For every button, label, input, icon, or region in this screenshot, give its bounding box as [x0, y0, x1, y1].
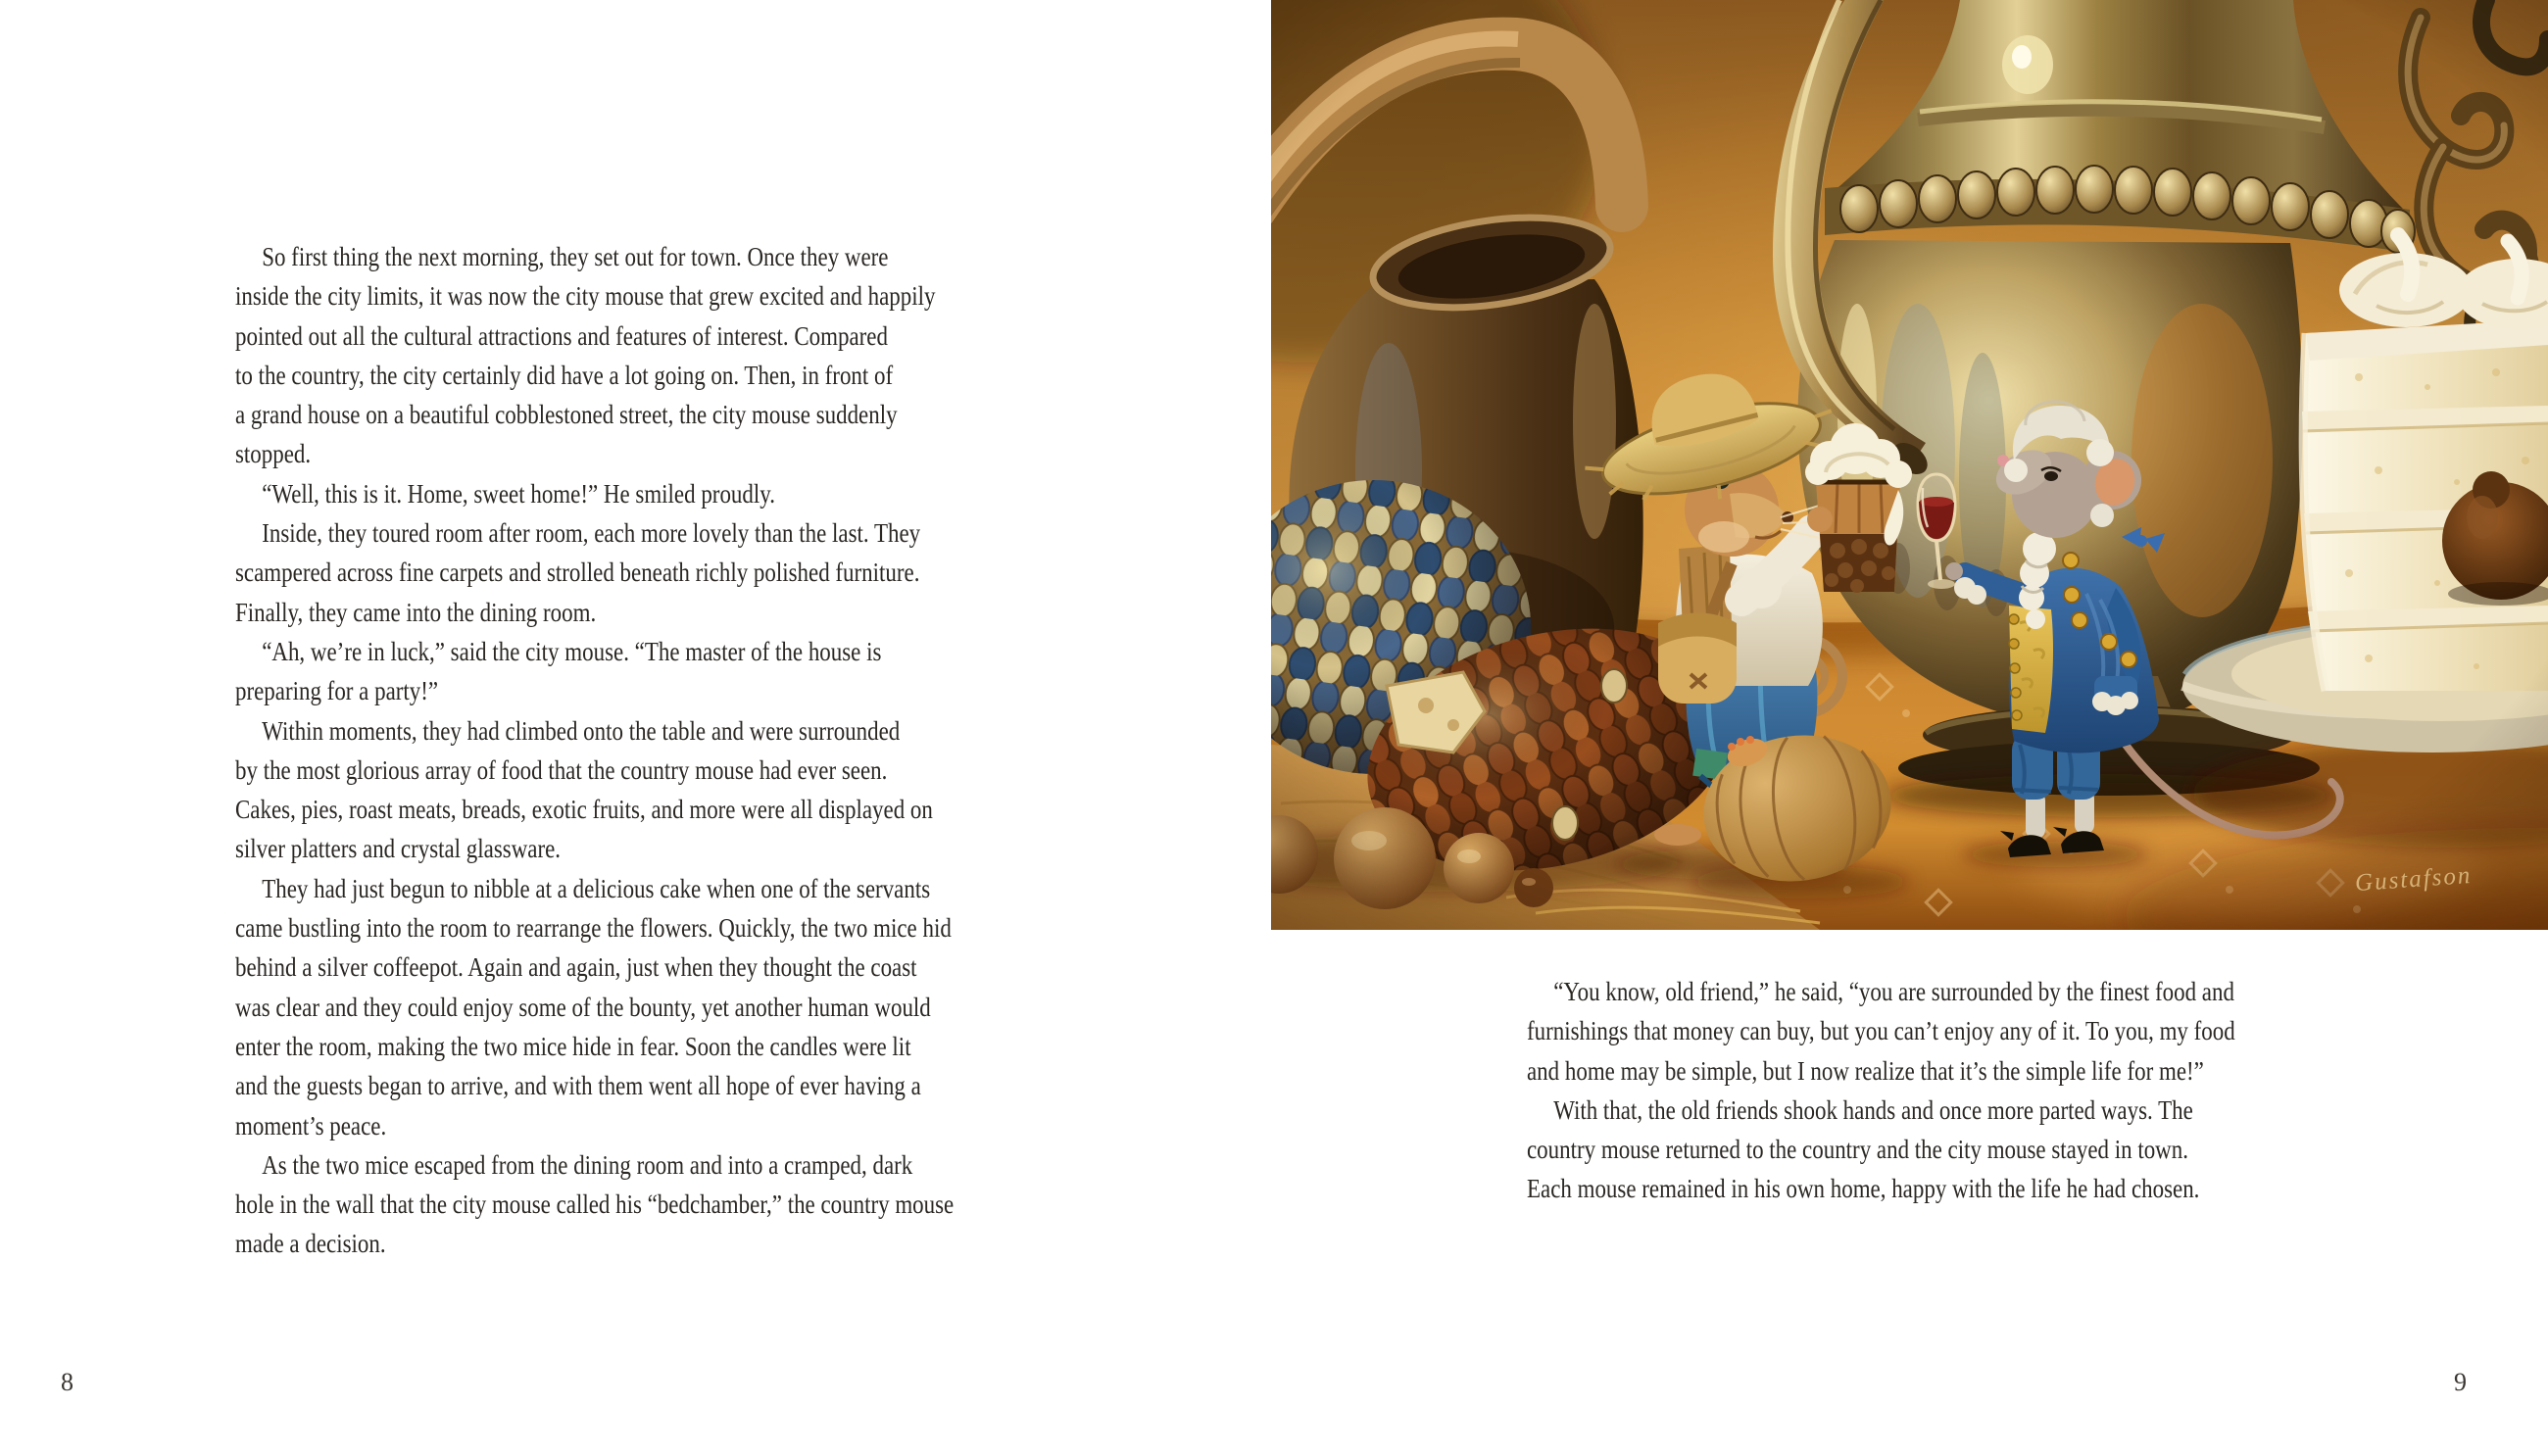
story-line: behind a silver coffeepot. Again and again, just when they thought the coast	[235, 952, 917, 983]
story-line: Finally, they came into the dining room.	[235, 597, 597, 627]
story-line: “Ah, we’re in luck,” said the city mouse. “The master of the house is	[262, 636, 882, 666]
right-page-text	[1527, 972, 2235, 1209]
story-line: moment’s peace.	[235, 1110, 387, 1141]
story-line: made a decision.	[235, 1229, 386, 1259]
story-line: silver platters and crystal glassware.	[235, 834, 562, 864]
story-line: and the guests began to arrive, and with them went all hope of ever having a	[235, 1071, 921, 1101]
story-line: preparing for a party!”	[235, 676, 439, 706]
story-line: and home may be simple, but I now realize that it’s the simple life for me!”	[1527, 1055, 2204, 1086]
story-line: Cakes, pies, roast meats, breads, exotic fruits, and more were all displayed on	[235, 795, 933, 825]
story-line: inside the city limits, it was now the city mouse that grew excited and happily	[235, 281, 936, 312]
story-line: “You know, old friend,” he said, “you are surrounded by the finest food and	[1553, 977, 2234, 1006]
story-line: Within moments, they had climbed onto the table and were surrounded	[262, 715, 901, 746]
story-line: Inside, they toured room after room, each more lovely than the last. They	[262, 518, 921, 549]
artist-signature: Gustafson	[2354, 861, 2474, 898]
story-line: stopped.	[235, 439, 312, 469]
story-line: pointed out all the cultural attractions and features of interest. Compared	[235, 320, 888, 351]
left-page-text	[235, 237, 954, 1264]
right-page-number: 9	[2454, 1368, 2467, 1396]
story-line: Each mouse remained in his own home, happy with the life he had chosen.	[1527, 1174, 2200, 1204]
story-line: With that, the old friends shook hands and once more parted ways. The	[1553, 1094, 2193, 1125]
story-line: scampered across fine carpets and strolled beneath richly polished furniture.	[235, 558, 920, 588]
illustration-mice-toast-painting	[1271, 0, 2548, 930]
story-line: So first thing the next morning, they set out for town. Once they were	[262, 242, 889, 271]
story-line: by the most glorious array of food that the country mouse had ever seen.	[235, 754, 888, 785]
story-line: hole in the wall that the city mouse called his “bedchamber,” the country mouse	[235, 1189, 955, 1220]
story-line: As the two mice escaped from the dining room and into a cramped, dark	[262, 1149, 913, 1180]
story-line: country mouse returned to the country and the city mouse stayed in town.	[1527, 1135, 2188, 1165]
story-line: came bustling into the room to rearrange the flowers. Quickly, the two mice hid	[235, 913, 952, 944]
story-line: enter the room, making the two mice hide in fear. Soon the candles were lit	[235, 1031, 911, 1061]
story-line: was clear and they could enjoy some of the bounty, yet another human would	[235, 992, 931, 1022]
story-line: “Well, this is it. Home, sweet home!” He smiled proudly.	[262, 478, 775, 509]
lighting-vignette	[1271, 0, 2548, 930]
story-line: a grand house on a beautiful cobblestoned street, the city mouse suddenly	[235, 400, 898, 430]
story-line: furnishings that money can buy, but you can’t enjoy any of it. To you, my food	[1527, 1016, 2235, 1046]
story-line: to the country, the city certainly did have a lot going on. Then, in front of	[235, 360, 894, 390]
story-line: They had just begun to nibble at a delicious cake when one of the servants	[262, 873, 931, 903]
painting-canvas	[1271, 0, 2548, 930]
left-page-number: 8	[61, 1368, 74, 1396]
